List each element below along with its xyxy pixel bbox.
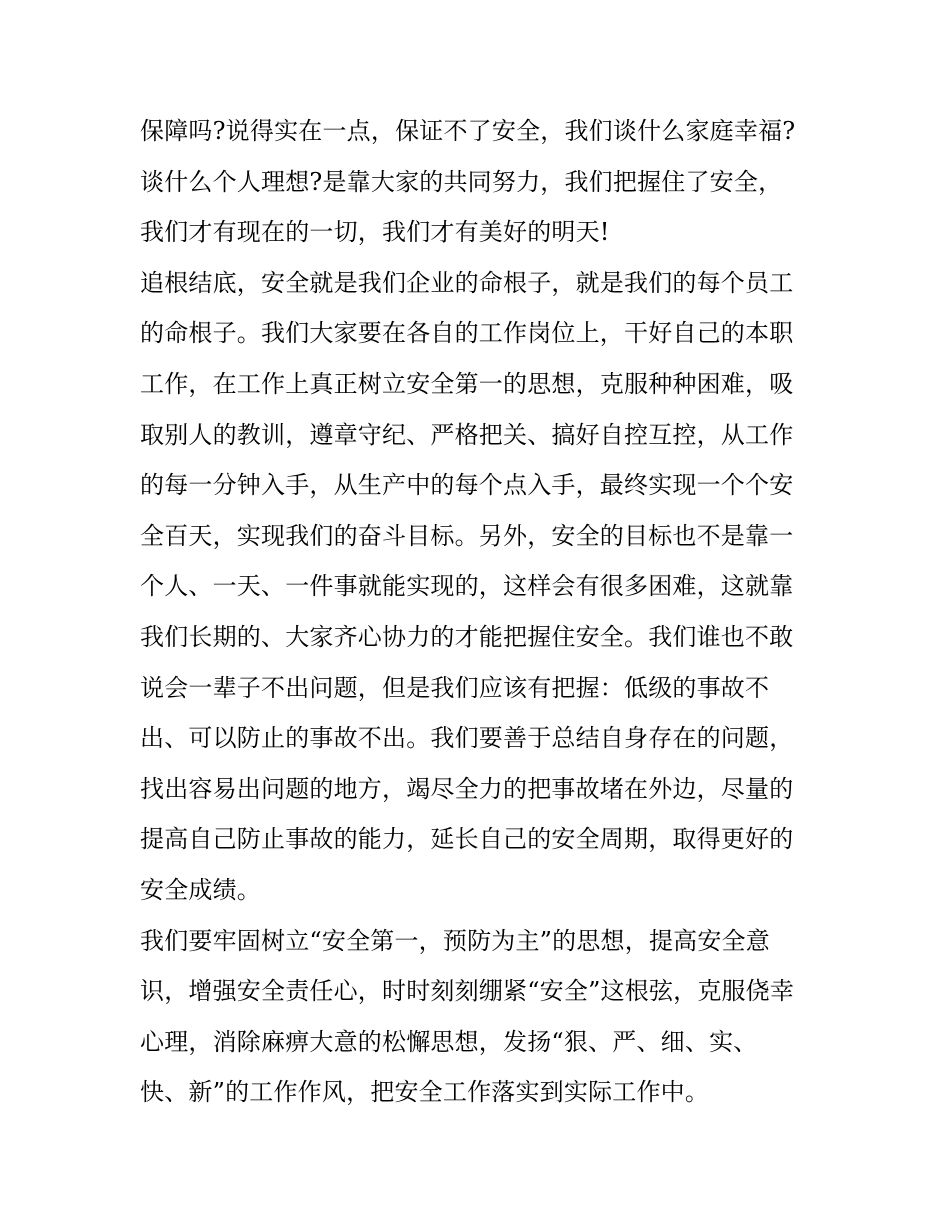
text-line: 工作，在工作上真正树立安全第一的思想，克服种种困难，吸: [140, 369, 794, 398]
text-line: 个人、一天、一件事就能实现的，这样会有很多困难，这就靠: [140, 572, 794, 601]
text-line: 全百天，实现我们的奋斗目标。另外，安全的目标也不是靠一: [140, 521, 794, 550]
text-line: 追根结底，安全就是我们企业的命根子，就是我们的每个员工: [140, 268, 794, 297]
text-line: 识，增强安全责任心，时时刻刻绷紧“安全”这根弦，克服侥幸: [140, 977, 795, 1006]
text-line: 谈什么个人理想?是靠大家的共同努力，我们把握住了安全，: [140, 167, 783, 196]
body-text: [140, 106, 830, 1118]
text-line: 快、新”的工作作风，把安全工作落实到实际工作中。: [140, 1078, 710, 1107]
text-line: 我们才有现在的一切，我们才有美好的明天!: [140, 218, 610, 247]
text-line: 心理，消除麻痹大意的松懈思想，发扬“狠、严、细、实、: [140, 1027, 758, 1056]
text-line: 安全成绩。: [140, 875, 261, 904]
text-line: 的每一分钟入手，从生产中的每个点入手，最终实现一个个安: [140, 471, 794, 500]
text-line: 我们长期的、大家齐心协力的才能把握住安全。我们谁也不敢: [140, 622, 794, 651]
text-line: 出、可以防止的事故不出。我们要善于总结自身存在的问题，: [140, 724, 794, 753]
text-line: 说会一辈子不出问题，但是我们应该有把握：低级的事故不: [140, 673, 770, 702]
text-line: 我们要牢固树立“安全第一，预防为主”的思想，提高安全意: [140, 926, 770, 955]
text-line: 取别人的教训，遵章守纪、严格把关、搞好自控互控，从工作: [140, 420, 794, 449]
text-line: 保障吗?说得实在一点，保证不了安全，我们谈什么家庭幸福?: [140, 117, 796, 145]
text-line: 提高自己防止事故的能力，延长自己的安全周期，取得更好的: [140, 825, 794, 854]
text-line: 找出容易出问题的地方，竭尽全力的把事故堵在外边，尽量的: [140, 774, 794, 803]
text-line: 的命根子。我们大家要在各自的工作岗位上，干好自己的本职: [140, 319, 794, 348]
